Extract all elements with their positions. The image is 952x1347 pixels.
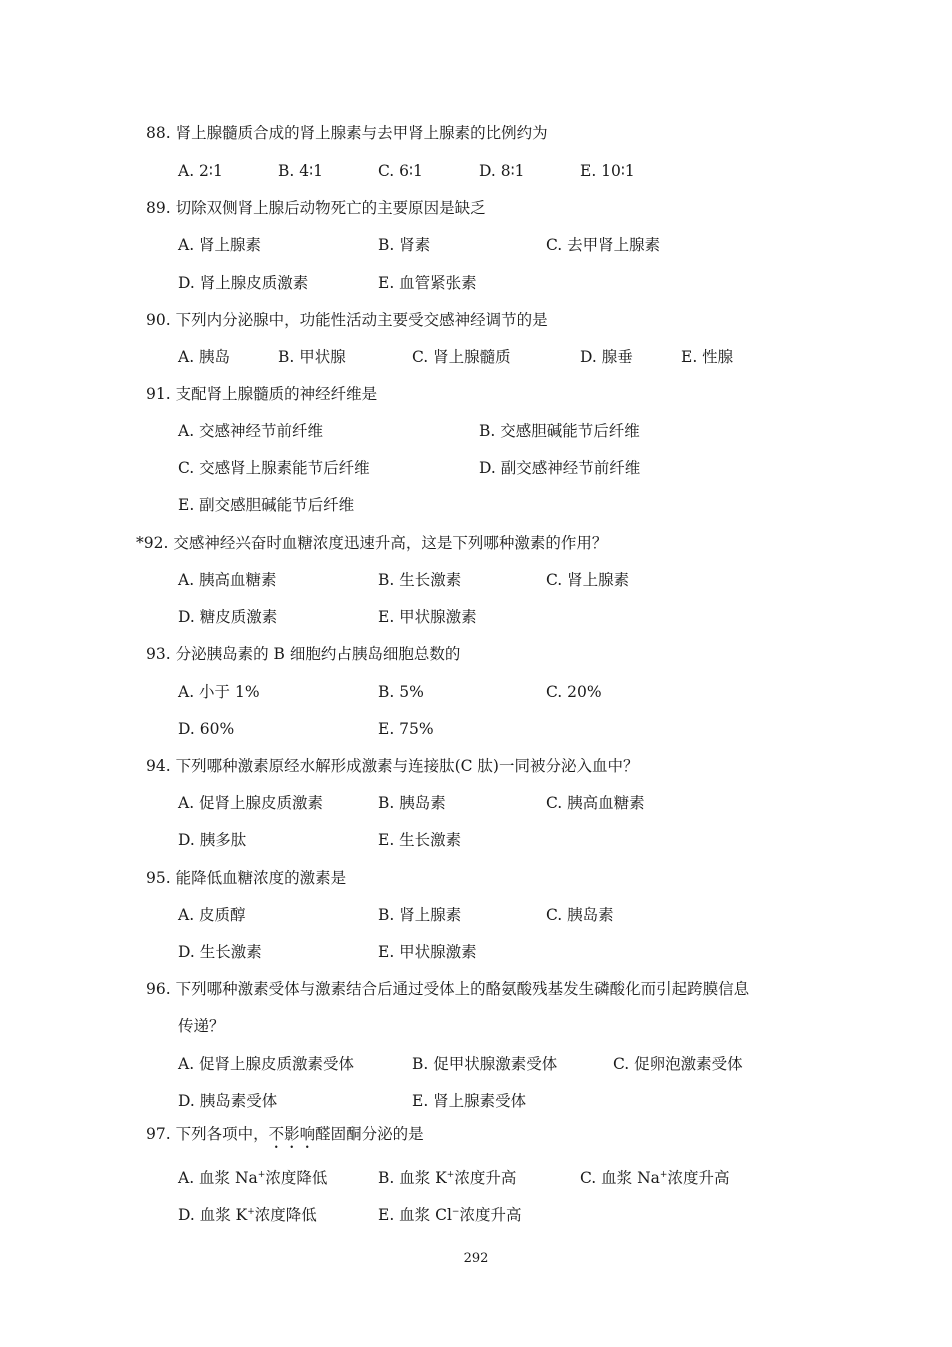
question-88-stem: 88. 肾上腺髓质合成的肾上腺素与去甲肾上腺素的比例约为 (146, 124, 548, 142)
q90-option-a: A. 胰岛 (178, 348, 231, 366)
q94-option-c: C. 胰高血糖素 (546, 794, 645, 812)
q88-option-c: C. 6∶1 (378, 162, 423, 180)
q97-option-c (580, 1165, 729, 1188)
q91-option-a: A. 交感神经节前纤维 (178, 422, 324, 440)
q97-e-post: 浓度升高 (459, 1206, 522, 1224)
q97-e-sup: − (451, 1207, 460, 1217)
q97-a-sup: + (257, 1170, 266, 1180)
q91-option-e: E. 副交感胆碱能节后纤维 (178, 496, 355, 514)
q97-stem-post: 醛固酮分泌的是 (315, 1125, 424, 1143)
q88-option-e: E. 10∶1 (580, 162, 635, 180)
q95-option-b: B. 肾上腺素 (378, 906, 462, 924)
q97-c-post: 浓度升高 (667, 1169, 730, 1187)
question-96-stem: 96. 下列哪种激素受体与激素结合后通过受体上的酪氨酸残基发生磷酸化而引起跨膜信息 (146, 980, 750, 998)
q91-option-d: D. 副交感神经节前纤维 (479, 459, 641, 477)
q91-option-c: C. 交感肾上腺素能节后纤维 (178, 459, 370, 477)
q92-option-a: A. 胰高血糖素 (178, 571, 277, 589)
q88-option-a: A. 2∶1 (178, 162, 223, 180)
q96-option-d: D. 胰岛素受体 (178, 1092, 278, 1110)
q97-option-e (378, 1202, 521, 1225)
q96-option-c: C. 促卵泡激素受体 (613, 1055, 743, 1073)
q89-option-d: D. 肾上腺皮质激素 (178, 274, 309, 292)
q97-d-sup: + (247, 1207, 255, 1217)
question-94-stem: 94. 下列哪种激素原经水解形成激素与连接肽(C 肽)一同被分泌入血中？ (146, 757, 639, 775)
question-90-stem: 90. 下列内分泌腺中，功能性活动主要受交感神经调节的是 (146, 311, 548, 329)
q95-option-e: E. 甲状腺激素 (378, 943, 477, 961)
question-96-stem-continued: 传递？ (178, 1017, 225, 1035)
q97-stem-pre: 97. 下列各项中， (146, 1125, 269, 1143)
question-93-stem: 93. 分泌胰岛素的 B 细胞约占胰岛细胞总数的 (146, 645, 461, 663)
q92-option-d: D. 糖皮质激素 (178, 608, 278, 626)
q93-option-d: D. 60% (178, 720, 235, 738)
page-number: 292 (463, 1251, 489, 1266)
question-91-stem: 91. 支配肾上腺髓质的神经纤维是 (146, 385, 378, 403)
q90-option-b: B. 甲状腺 (278, 348, 346, 366)
q90-option-c: C. 肾上腺髓质 (412, 348, 511, 366)
q91-option-b: B. 交感胆碱能节后纤维 (479, 422, 640, 440)
q96-option-b: B. 促甲状腺激素受体 (412, 1055, 558, 1073)
q97-c-sup: + (659, 1170, 668, 1180)
q97-option-d (178, 1202, 317, 1225)
q94-option-a: A. 促肾上腺皮质激素 (178, 794, 324, 812)
q92-option-c: C. 肾上腺素 (546, 571, 630, 589)
q97-a-post: 浓度降低 (265, 1169, 328, 1187)
q89-option-c: C. 去甲肾上腺素 (546, 236, 661, 254)
q89-option-b: B. 肾素 (378, 236, 431, 254)
question-89-stem: 89. 切除双侧肾上腺后动物死亡的主要原因是缺乏 (146, 199, 486, 217)
q93-option-a: A. 小于 1% (178, 683, 260, 701)
q97-c-pre: C. 血浆 Na (580, 1169, 660, 1187)
question-92-stem: *92. 交感神经兴奋时血糖浓度迅速升高，这是下列哪种激素的作用？ (136, 534, 608, 552)
q90-option-d: D. 腺垂 (580, 348, 633, 366)
q95-option-c: C. 胰岛素 (546, 906, 614, 924)
q93-option-e: E. 75% (378, 720, 434, 738)
q96-option-e: E. 肾上腺素受体 (412, 1092, 527, 1110)
q97-b-post: 浓度升高 (454, 1169, 517, 1187)
q90-option-e: E. 性腺 (681, 348, 734, 366)
q97-d-pre: D. 血浆 K (178, 1206, 248, 1224)
q92-option-e: E. 甲状腺激素 (378, 608, 477, 626)
q92-option-b: B. 生长激素 (378, 571, 462, 589)
q97-a-pre: A. 血浆 Na (178, 1169, 258, 1187)
q94-option-e: E. 生长激素 (378, 831, 462, 849)
q96-option-a: A. 促肾上腺皮质激素受体 (178, 1055, 355, 1073)
q97-d-post: 浓度降低 (254, 1206, 317, 1224)
q95-option-a: A. 皮质醇 (178, 906, 246, 924)
q94-option-b: B. 胰岛素 (378, 794, 446, 812)
q97-option-b (378, 1165, 516, 1188)
q88-option-d: D. 8∶1 (479, 162, 525, 180)
q88-option-b: B. 4∶1 (278, 162, 324, 180)
q89-option-e: E. 血管紧张素 (378, 274, 477, 292)
q93-option-b: B. 5% (378, 683, 424, 701)
q93-option-c: C. 20% (546, 683, 602, 701)
q97-e-pre: E. 血浆 Cl (378, 1206, 452, 1224)
q89-option-a: A. 肾上腺素 (178, 236, 262, 254)
q94-option-d: D. 胰多肽 (178, 831, 247, 849)
question-97-stem (146, 1124, 424, 1152)
question-95-stem: 95. 能降低血糖浓度的激素是 (146, 869, 347, 887)
q95-option-d: D. 生长激素 (178, 943, 262, 961)
q97-option-a (178, 1165, 327, 1188)
q97-b-pre: B. 血浆 K (378, 1169, 447, 1187)
q97-b-sup: + (446, 1170, 455, 1180)
q97-stem-emphasis: 不影响 (268, 1125, 316, 1143)
